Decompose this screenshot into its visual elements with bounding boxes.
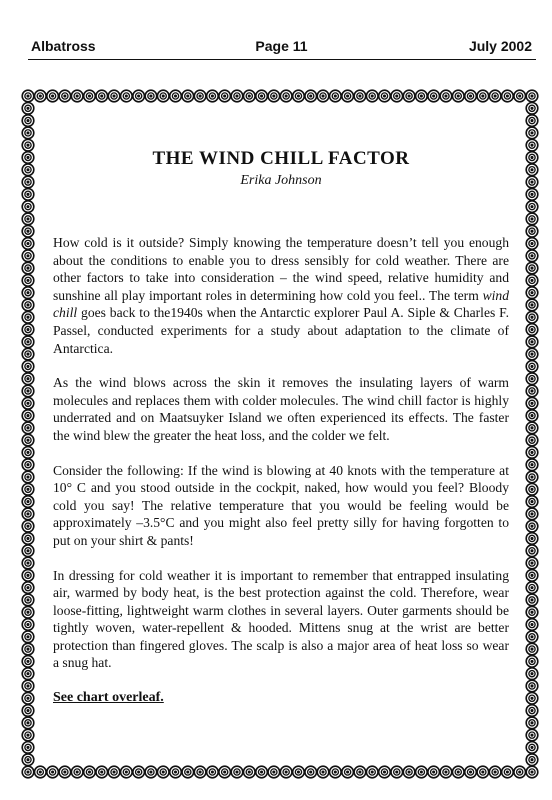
issue-date: July 2002 [468,38,532,54]
article-title: THE WIND CHILL FACTOR [152,148,410,169]
page-header [31,38,532,60]
paragraph-1 [53,234,509,357]
newsletter-name: Albatross [31,38,96,54]
paragraph-1-text-b: goes back to the1940s when the Antarctic explorer Paul A. Siple & Charles F. Passel, conducted experiments for a study about adaptation to the climate of Antarctica. [53,305,509,356]
paragraph-3: Consider the following: If the wind is blowing at 40 knots with the temperature at 10° C and you stood outside in the cockpit, naked, how would you feel? Bloody cold you say! The relative temperature that you would be feeling would be approximately –3.5°C and you might also feel pretty silly for having forgotten to put on your shirt & pants! [53,462,509,548]
page-number: Page 11 [255,38,308,54]
wind-chill-term: wind chill [53,287,509,321]
paragraph-4: In dressing for cold weather it is important to remember that entrapped insulating air, warmed by body heat, is the best protection against the cold. Therefore, wear loose-fitting, lightweight warm clothes in several layers. Outer garments should be tightly woven, water-repellent & hooded. Mittens snug at the wrist are better protection than fingered gloves. The scalp is also a major area of heat loss so wear a snug hat. [53,567,509,671]
paragraph-2: As the wind blows across the skin it removes the insulating layers of warm molecules and replaces them with colder molecules. The wind chill factor is highly underrated and on Maatsuyker Island we often experienced its effects. The faster the wind blew the greater the heat loss, and the colder we felt. [53,375,509,443]
article [53,148,509,707]
see-chart-note: See chart overleaf. [53,690,164,706]
header-divider [28,59,536,60]
article-author: Erika Johnson [240,173,322,188]
paragraph-1-text-a: How cold is it outside? Simply knowing the temperature doesn’t tell you enough about the conditions to enable you to dress sensibly for cold weather. There are other factors to take into consideration – the wind speed, relative humidity and sunshine all play important roles in determining how cold you feel.. The term [53,235,509,303]
